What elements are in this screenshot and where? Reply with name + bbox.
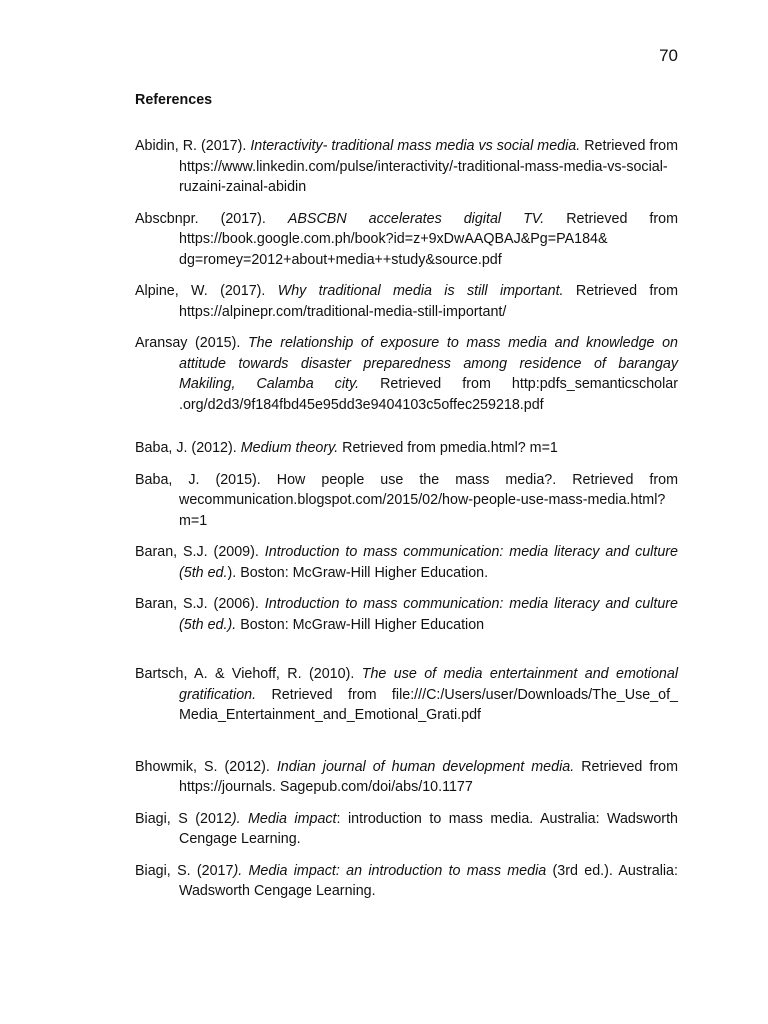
reference-entry xyxy=(135,542,678,583)
reference-author: Biagi, S. (2017 xyxy=(135,862,234,879)
reference-source: Retrieved from https://journals. Sagepub.com/doi/abs/10.1177 xyxy=(179,758,678,795)
reference-title: Indian journal of human development media. xyxy=(276,758,575,775)
reference-author: Baran, S.J. (2009). xyxy=(135,544,265,560)
reference-entry xyxy=(135,594,678,635)
reference-title: The use of media entertainment and emotional gratification. xyxy=(179,666,678,703)
reference-title: Why traditional media is still important. xyxy=(277,283,564,299)
reference-author: Bartsch, A. & Viehoff, R. (2010). xyxy=(135,666,362,682)
reference-title: Introduction to mass communication: media literacy and culture (5th ed. xyxy=(179,544,678,581)
references-heading: References xyxy=(135,92,213,108)
reference-entry xyxy=(135,757,678,798)
reference-entry xyxy=(135,281,678,322)
page-number: 70 xyxy=(659,46,678,65)
reference-author: Abidin, R. (2017). xyxy=(135,138,251,154)
reference-author: Bhowmik, S. (2012). xyxy=(135,758,277,775)
reference-author: Alpine, W. (2017). xyxy=(135,283,278,299)
reference-title: Interactivity- traditional mass media vs social media. xyxy=(250,138,581,154)
reference-source: Retrieved from file:///C:/Users/user/Downloads/The_Use_of_ Media_Entertainment_and_Emotional_Grati.pdf xyxy=(179,686,678,723)
reference-title: Medium theory. xyxy=(240,440,339,456)
reference-entry xyxy=(135,209,678,271)
reference-entry xyxy=(135,861,678,902)
reference-author: Abscbnpr. (2017). xyxy=(135,210,288,227)
reference-entry xyxy=(135,136,678,198)
reference-author: Aransay (2015). xyxy=(135,335,248,351)
reference-author: Baba, J. (2012). xyxy=(135,440,241,456)
reference-list xyxy=(135,136,678,902)
reference-source: Retrieved from https://alpinepr.com/traditional-media-still-important/ xyxy=(179,283,679,320)
reference-title: ABSCBN accelerates digital TV. xyxy=(287,210,545,227)
reference-entry xyxy=(135,664,678,726)
reference-source: Retrieved from https://www.linkedin.com/pulse/interactivity/-traditional-mass-media-vs-social-ruzaini-zainal-abidin xyxy=(179,138,678,195)
reference-source: ). Boston: McGraw-Hill Higher Education. xyxy=(227,564,489,581)
reference-author: Baba, J. (2015). How people use the mass media?. Retrieved from wecommunication.blogspot.com/2015/02/how-people-use-mass-media.html?m=1 xyxy=(135,471,678,529)
reference-title: ). Media impact: an introduction to mass media xyxy=(233,862,547,879)
reference-author: Baran, S.J. (2006). xyxy=(135,596,265,612)
reference-source: Retrieved from https://book.google.com.ph/book?id=z+9xDwAAQBAJ&Pg=PA184& dg=romey=2012+about+media++study&source.pdf xyxy=(179,210,678,268)
reference-source: Retrieved from pmedia.html? m=1 xyxy=(338,440,558,456)
reference-author: Biagi, S (2012 xyxy=(135,810,232,827)
reference-entry xyxy=(135,438,678,459)
reference-source: (3rd ed.). Australia: Wadsworth Cengage Learning. xyxy=(179,862,678,899)
reference-entry xyxy=(135,470,678,532)
reference-title: ). Media impact xyxy=(231,810,337,827)
reference-source: Retrieved from http:pdfs_semanticscholar .org/d2d3/9f184fbd45e95dd3e9404103c5offec259218.pdf xyxy=(179,376,678,413)
reference-source: Boston: McGraw-Hill Higher Education xyxy=(236,616,485,633)
reference-title: The relationship of exposure to mass media and knowledge on attitude towards disaster preparedness among residence of barangay Makiling, Calamba city. xyxy=(179,335,678,392)
reference-title: Introduction to mass communication: media literacy and culture (5th ed.). xyxy=(179,596,678,633)
reference-source: : introduction to mass media. Australia: Wadsworth Cengage Learning. xyxy=(179,810,678,847)
reference-entry xyxy=(135,809,678,850)
reference-entry xyxy=(135,333,678,415)
